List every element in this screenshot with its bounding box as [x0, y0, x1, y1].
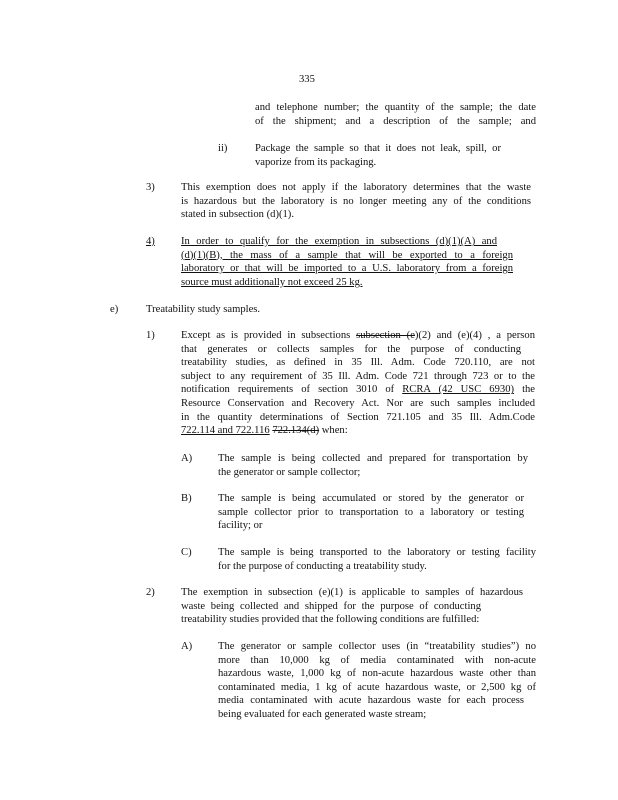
- item-label-e2A: A): [181, 641, 193, 652]
- text-line: The sample is being accumulated or stored by the generator or: [218, 493, 524, 504]
- text-line: The sample is being transported to the laboratory or testing facility: [218, 547, 536, 558]
- text-line: This exemption does not apply if the laboratory determines that the waste: [181, 182, 531, 193]
- item-label-e1A: A): [181, 453, 193, 464]
- item-label-e: e): [110, 304, 119, 315]
- item-label-3: 3): [146, 182, 155, 193]
- text-line: is hazardous but the laboratory is no longer meeting any of the conditions: [181, 195, 531, 207]
- continuation-paragraph: [255, 101, 536, 128]
- text-line: for the purpose of conducting a treatability study.: [218, 560, 427, 572]
- text-line: The generator or sample collector uses (in “treatability studies”) no: [218, 641, 536, 652]
- text-line: Except as is provided in subsections subsection (e)(2) and (e)(4) , a person: [181, 330, 535, 341]
- text-line: in the quantity determinations of Section 721.105 and 35 Ill. Adm.Code: [181, 411, 535, 423]
- underlined-text: 722.114 and 722.116: [181, 425, 270, 437]
- text-line: vaporize from its packaging.: [255, 156, 377, 168]
- text-line: (d)(1)(B), the mass of a sample that will be exported to a foreign: [181, 249, 513, 261]
- struck-text: 722.134(d): [272, 425, 320, 437]
- text-line: waste being collected and shipped for the purpose of conducting: [181, 600, 481, 612]
- item-e2A-text: [218, 640, 536, 722]
- text-line: more than 10,000 kg of media contaminated with non-acute: [218, 654, 536, 666]
- text-line: treatability studies provided that the following conditions are fulfilled:: [181, 614, 480, 626]
- text-line: 722.114 and 722.116 722.134(d) when:: [181, 425, 348, 437]
- item-e2-text: [181, 586, 523, 627]
- text-line: In order to qualify for the exemption in subsections (d)(1)(A) and: [181, 236, 497, 247]
- text-line: treatability studies, as defined in 35 Ill. Adm. Code 720.110, are not: [181, 357, 535, 369]
- page-number: 335: [299, 74, 315, 85]
- text-line: source must additionally not exceed 25 kg.: [181, 276, 363, 288]
- item-4-text: [181, 235, 513, 289]
- section-heading: Treatability study samples.: [146, 304, 261, 315]
- item-label-e1B: B): [181, 493, 192, 504]
- item-label-e1C: C): [181, 547, 192, 558]
- item-e1B-text: [218, 492, 524, 533]
- text-line: sample collector prior to transportation to a laboratory or testing: [218, 506, 524, 518]
- text-line: of the shipment; and a description of the sample; and: [255, 115, 536, 127]
- item-ii-text: [255, 142, 501, 169]
- text-line: the generator or sample collector;: [218, 466, 361, 478]
- item-e1C-text: [218, 546, 536, 573]
- text-line: The exemption in subsection (e)(1) is applicable to samples of hazardous: [181, 587, 523, 598]
- text-line: notification requirements of section 3010 of RCRA (42 USC 6930) the: [181, 384, 536, 396]
- text-line: Resource Conservation and Recovery Act. Nor are such samples included: [181, 397, 535, 409]
- item-label-e1: 1): [146, 330, 155, 341]
- text-line: that generates or collects samples for the purpose of conducting: [181, 343, 521, 355]
- item-label-ii: ii): [218, 143, 228, 154]
- text-line: The sample is being collected and prepared for transportation by: [218, 453, 528, 464]
- item-3-text: [181, 181, 531, 222]
- text-line: laboratory or that will be imported to a U.S. laboratory from a foreign: [181, 263, 513, 275]
- item-e1A-text: [218, 452, 528, 479]
- item-e1-text: [181, 329, 535, 438]
- text-line: contaminated media, 1 kg of acute hazardous waste, or 2,500 kg of: [218, 681, 536, 693]
- struck-text: subsection (e: [356, 330, 415, 341]
- text-line: hazardous waste, 1,000 kg of non-acute hazardous waste other than: [218, 668, 536, 680]
- item-label-e2: 2): [146, 587, 155, 598]
- underlined-text: RCRA (42 USC 6930): [402, 384, 515, 396]
- text-line: and telephone number; the quantity of the sample; the date: [255, 102, 536, 113]
- text-line: stated in subsection (d)(1).: [181, 209, 294, 221]
- item-label-4: 4): [146, 236, 155, 247]
- text-line: being evaluated for each generated waste stream;: [218, 708, 427, 720]
- text-line: Package the sample so that it does not leak, spill, or: [255, 143, 501, 154]
- text-line: subject to any requirement of 35 Ill. Adm. Code 721 through 723 or to the: [181, 370, 535, 382]
- text-line: facility; or: [218, 520, 263, 532]
- text-line: media contaminated with acute hazardous waste for each process: [218, 695, 524, 707]
